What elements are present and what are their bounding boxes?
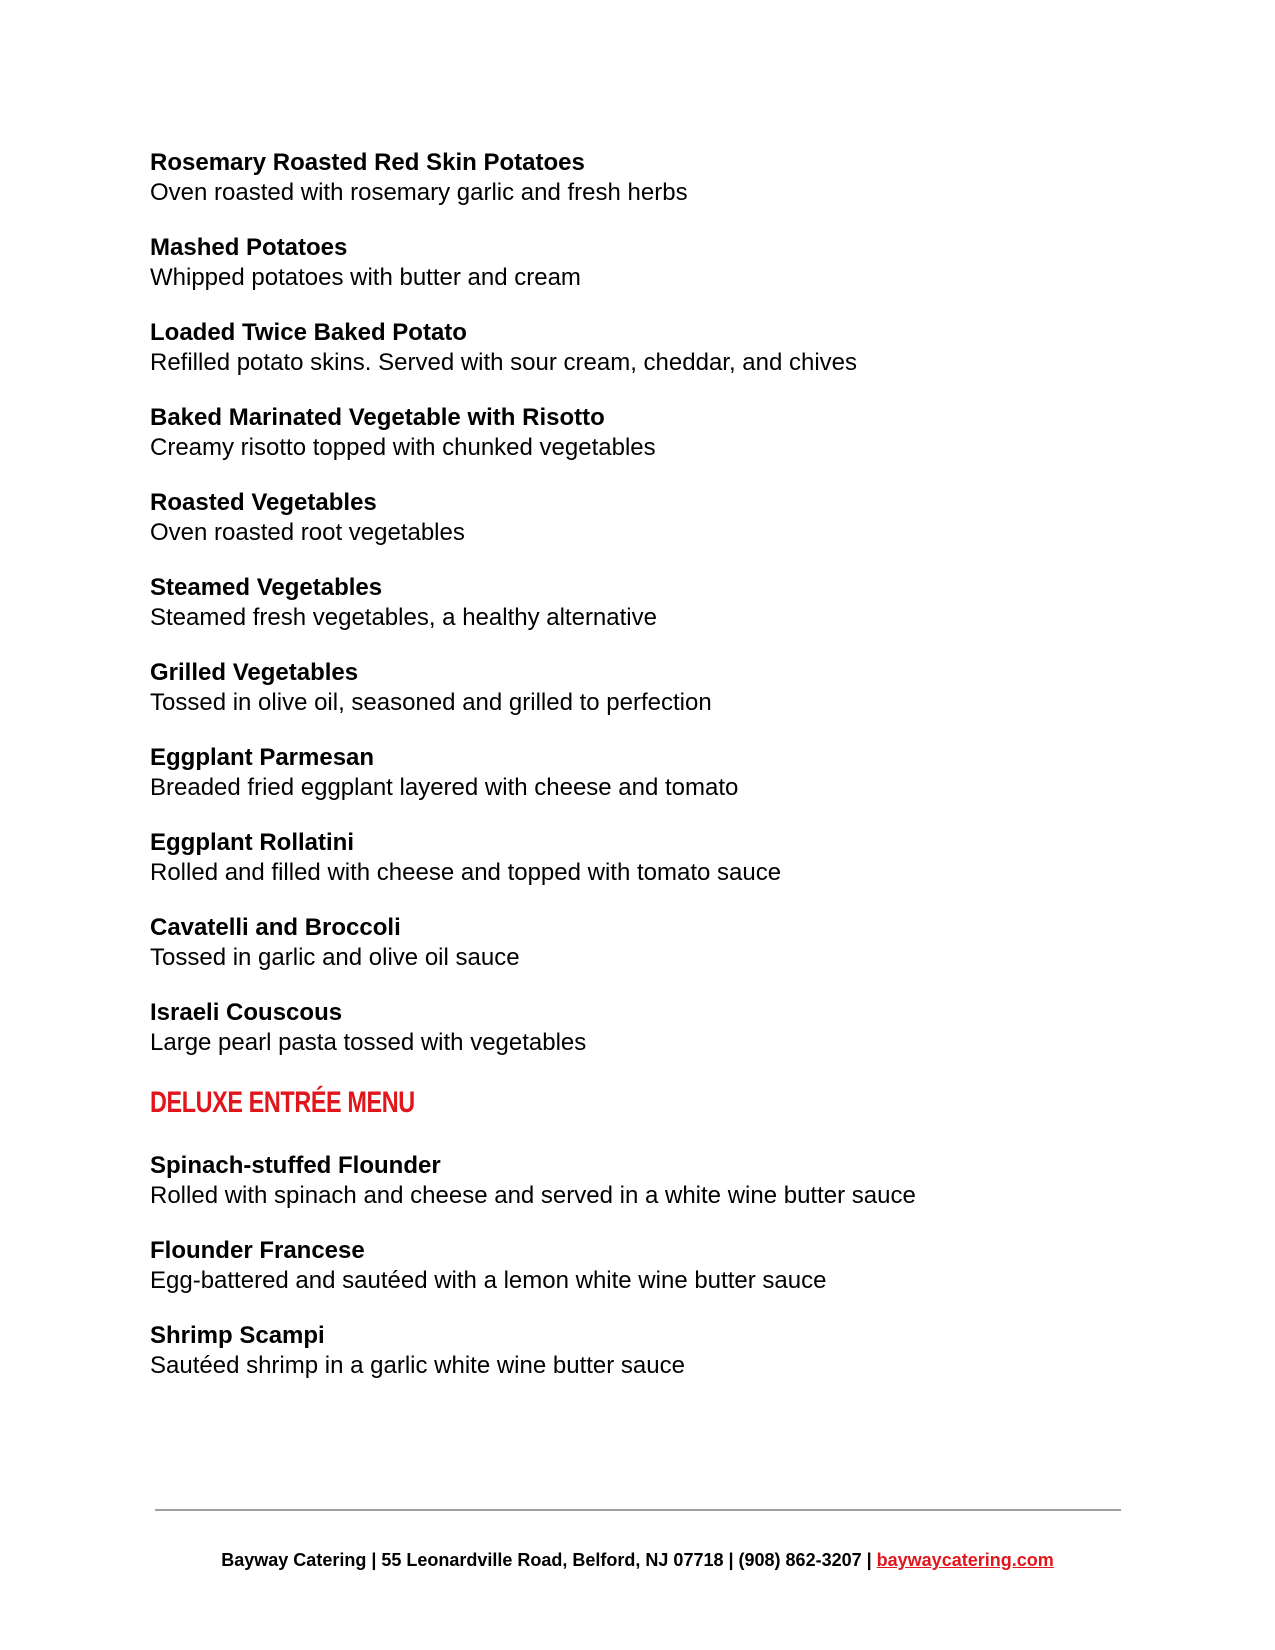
menu-item	[150, 488, 1150, 548]
menu-item-name: Mashed Potatoes	[150, 234, 348, 261]
menu-item	[150, 318, 1150, 378]
section-heading: DELUXE ENTRÉE MENU	[150, 1086, 415, 1119]
menu-item-name: Loaded Twice Baked Potato	[150, 319, 467, 346]
menu-item-description: Large pearl pasta tossed with vegetables	[150, 1029, 587, 1056]
menu-item-name: Spinach-stuffed Flounder	[150, 1152, 441, 1179]
menu-item	[150, 658, 1150, 718]
menu-item-name: Eggplant Rollatini	[150, 829, 354, 856]
menu-item	[150, 828, 1150, 888]
menu-item	[150, 573, 1150, 633]
menu-item-name: Baked Marinated Vegetable with Risotto	[150, 404, 605, 431]
menu-item-description: Steamed fresh vegetables, a healthy alternative	[150, 604, 657, 631]
menu-page	[150, 148, 1150, 1406]
menu-item-name: Shrimp Scampi	[150, 1322, 325, 1349]
menu-item-name: Eggplant Parmesan	[150, 744, 375, 771]
menu-item	[150, 998, 1150, 1058]
menu-item	[150, 743, 1150, 803]
menu-item	[150, 913, 1150, 973]
menu-item-description: Egg-battered and sautéed with a lemon white wine butter sauce	[150, 1267, 827, 1294]
footer-contact-text: Bayway Catering | 55 Leonardville Road, Belford, NJ 07718 | (908) 862-3207 |	[221, 1550, 877, 1570]
menu-item-description: Oven roasted root vegetables	[150, 519, 465, 546]
menu-item-name: Roasted Vegetables	[150, 489, 377, 516]
menu-item	[150, 1151, 1150, 1211]
menu-item-name: Steamed Vegetables	[150, 574, 383, 601]
menu-item-description: Tossed in garlic and olive oil sauce	[150, 944, 520, 971]
menu-item	[150, 148, 1150, 208]
menu-item	[150, 233, 1150, 293]
menu-item-description: Creamy risotto topped with chunked vegetables	[150, 434, 656, 461]
menu-item-description: Refilled potato skins. Served with sour cream, cheddar, and chives	[150, 349, 858, 376]
menu-item-name: Israeli Couscous	[150, 999, 343, 1026]
footer	[0, 1548, 1275, 1572]
menu-item-description: Whipped potatoes with butter and cream	[150, 264, 581, 291]
menu-item-name: Rosemary Roasted Red Skin Potatoes	[150, 149, 585, 176]
website-link[interactable]: baywaycatering.com	[876, 1550, 1054, 1570]
menu-item-description: Rolled and filled with cheese and topped with tomato sauce	[150, 859, 782, 886]
menu-item	[150, 1321, 1150, 1381]
footer-divider	[155, 1509, 1121, 1511]
menu-item-description: Oven roasted with rosemary garlic and fresh herbs	[150, 179, 688, 206]
menu-item	[150, 1236, 1150, 1296]
menu-item-name: Grilled Vegetables	[150, 659, 359, 686]
menu-item-name: Cavatelli and Broccoli	[150, 914, 401, 941]
menu-item	[150, 403, 1150, 463]
menu-item-description: Rolled with spinach and cheese and served in a white wine butter sauce	[150, 1182, 916, 1209]
menu-item-name: Flounder Francese	[150, 1237, 365, 1264]
menu-item-description: Tossed in olive oil, seasoned and grilled to perfection	[150, 689, 712, 716]
menu-item-description: Breaded fried eggplant layered with cheese and tomato	[150, 774, 739, 801]
menu-item-description: Sautéed shrimp in a garlic white wine butter sauce	[150, 1352, 685, 1379]
